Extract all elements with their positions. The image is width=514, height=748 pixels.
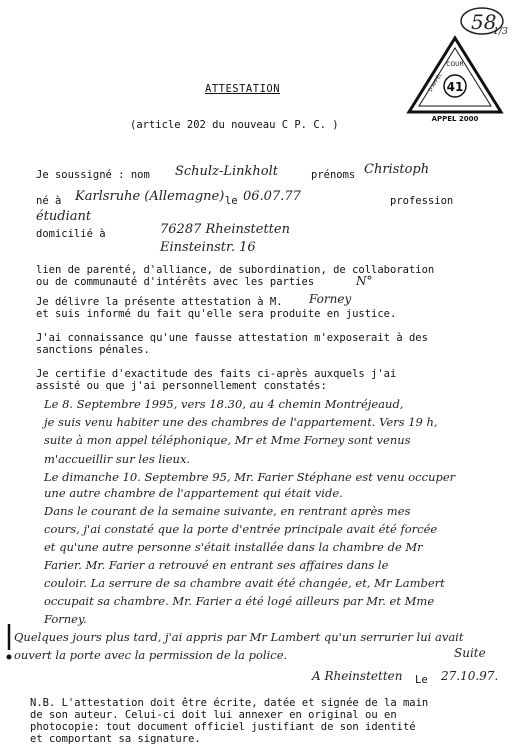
name-label: Je soussigné : nom <box>36 169 150 181</box>
name-value: Schulz-Linkholt <box>175 164 278 179</box>
footer-note: N.B. L'attestation doit être écrite, datée et signée de la main de son auteur. Celui-ci doit lui annexer en original ou en photocopie: tout document officiel justifiant de son identité et comportant sa signature. <box>30 697 429 745</box>
handwritten-line: une autre chambre de l'appartement qui était vide. <box>44 486 343 500</box>
handwritten-line: je suis venu habiter une des chambres de l'appartement. Vers 19 h, <box>44 415 438 429</box>
first-name-label: prénoms <box>311 169 356 181</box>
signature-place: A Rheinstetten <box>312 669 403 683</box>
handwritten-line: couloir. La serrure de sa chambre avait été changée, et, Mr Lambert <box>44 576 445 590</box>
stamp-number: 41 <box>446 80 464 94</box>
stamp-side-text: D'APPEL <box>427 72 444 94</box>
birthdate-label: le <box>225 195 238 207</box>
address-line1: 76287 Rheinstetten <box>160 222 290 237</box>
awareness-text: J'ai connaissance qu'une fausse attestation m'exposerait à des sanctions pénales. <box>36 332 428 356</box>
handwritten-line: Quelques jours plus tard, j'ai appris par Mr Lambert qu'un serrurier lui avait <box>14 630 464 644</box>
birthdate-value: 06.07.77 <box>243 189 301 204</box>
circled-number-text: 58 <box>471 10 497 34</box>
handwritten-line: et qu'une autre personne s'était installée dans la chambre de Mr <box>44 540 423 554</box>
profession-label: profession <box>390 195 454 207</box>
birthplace-value: Karlsruhe (Allemagne) <box>75 189 225 204</box>
deliver-name: Forney <box>309 292 352 306</box>
handwritten-line: suite à mon appel téléphonique, Mr et Mme Forney sont venus <box>44 433 411 447</box>
page-title: ATTESTATION <box>205 83 281 95</box>
handwritten-line: occupait sa chambre. Mr. Farier a été logé ailleurs par Mr. et Mme <box>44 594 435 608</box>
exclamation-margin-mark <box>2 622 16 662</box>
relation-answer: N° <box>356 274 373 288</box>
relation-text: lien de parenté, d'alliance, de subordination, de collaboration ou de communauté d'intérêts avec les parties <box>36 264 435 288</box>
birthplace-label: né à <box>36 195 62 207</box>
handwritten-line: m'accueillir sur les lieux. <box>44 452 191 466</box>
handwritten-line: ouvert la porte avec la permission de la police. <box>14 648 288 662</box>
certify-text: Je certifie d'exactitude des faits ci-après auxquels j'ai assisté ou que j'ai personnellement constatés: <box>36 368 397 392</box>
date-label: Le <box>415 674 428 686</box>
address-label: domicilié à <box>36 228 106 240</box>
deliver-text: Je délivre la présente attestation à M. <box>36 296 283 308</box>
court-stamp-seal <box>405 34 505 122</box>
address-line2: Einsteinstr. 16 <box>160 240 256 255</box>
handwritten-line: cours, j'ai constaté que la porte d'entrée principale avait été forcée <box>44 522 438 536</box>
page-subtitle: (article 202 du nouveau C P. C. ) <box>130 119 339 131</box>
profession-value: étudiant <box>36 209 92 224</box>
deliver-text-2: et suis informé du fait qu'elle sera produite en justice. <box>36 308 397 320</box>
page-fraction: 1/3 <box>493 26 508 37</box>
signature-date: 27.10.97. <box>441 669 499 683</box>
stamp-bottom-text: APPEL 2000 <box>431 115 479 122</box>
handwritten-line: Forney. <box>44 612 87 626</box>
first-name-value: Christoph <box>364 162 430 177</box>
handwritten-line: Le 8. Septembre 1995, vers 18.30, au 4 chemin Montréjeaud, <box>44 397 404 411</box>
handwritten-line: Dans le courant de la semaine suivante, en rentrant après mes <box>44 504 411 518</box>
stamp-top-text: COUR <box>446 61 464 68</box>
continue-note: Suite <box>454 646 486 660</box>
handwritten-line: Farier. Mr. Farier a retrouvé en entrant ses affaires dans le <box>44 558 389 572</box>
handwritten-line: Le dimanche 10. Septembre 95, Mr. Farier Stéphane est venu occuper <box>44 470 456 484</box>
